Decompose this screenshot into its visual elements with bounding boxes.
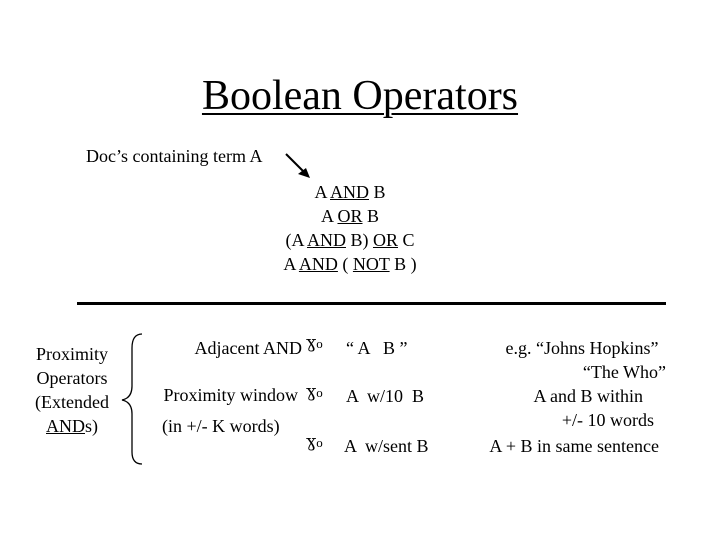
text-segment: (: [337, 254, 353, 274]
text-segment: B: [362, 206, 380, 226]
operator-keyword: OR: [372, 230, 398, 250]
operator-keyword: AND: [330, 182, 369, 202]
operator-keyword: AND: [298, 254, 338, 274]
text-segment: Proximity: [35, 344, 108, 364]
operator-keyword: NOT: [352, 254, 390, 274]
text-segment: A: [314, 182, 330, 202]
note-line: +/- 10 words: [561, 410, 654, 430]
example-adjacent: “ A B ”: [346, 338, 408, 358]
adjacent-and-label: Adjacent AND: [194, 338, 302, 358]
note-line: A + B in same sentence: [489, 436, 659, 456]
text-segment: (Extended: [35, 392, 109, 412]
text-segment: A: [283, 254, 299, 274]
operator-keyword: AND: [46, 416, 85, 436]
text-segment: A: [320, 206, 338, 226]
query-line: [250, 229, 450, 251]
divider-rule: [77, 302, 666, 305]
text-segment: B): [345, 230, 373, 250]
text-segment: s): [85, 416, 98, 436]
query-line: [250, 253, 450, 275]
slide-title: Boolean Operators: [201, 73, 519, 119]
text-segment: B ): [389, 254, 417, 274]
text-segment: Operators: [36, 368, 108, 388]
gamma-bullet-icon: ɣo: [306, 432, 323, 452]
note-line: e.g. “Johns Hopkins”: [505, 338, 659, 358]
note-line: A and B within: [533, 386, 643, 406]
query-line: [250, 205, 450, 227]
text-segment: B: [369, 182, 386, 202]
example-window: A w/10 B: [346, 386, 425, 406]
proximity-window-sub: (in +/- K words): [162, 416, 280, 436]
gamma-bullet-icon: ɣo: [306, 382, 323, 402]
note-line: “The Who”: [582, 362, 666, 382]
gamma-bullet-icon: ɣo: [306, 333, 323, 353]
text-segment: (A: [285, 230, 307, 250]
operator-keyword: OR: [337, 206, 363, 226]
proximity-window-label: Proximity window: [163, 385, 298, 405]
doc-label: Doc’s containing term A: [86, 146, 263, 166]
text-segment: C: [398, 230, 415, 250]
example-sentence: A w/sent B: [344, 436, 429, 456]
query-line: [250, 181, 450, 203]
operator-keyword: AND: [306, 230, 346, 250]
